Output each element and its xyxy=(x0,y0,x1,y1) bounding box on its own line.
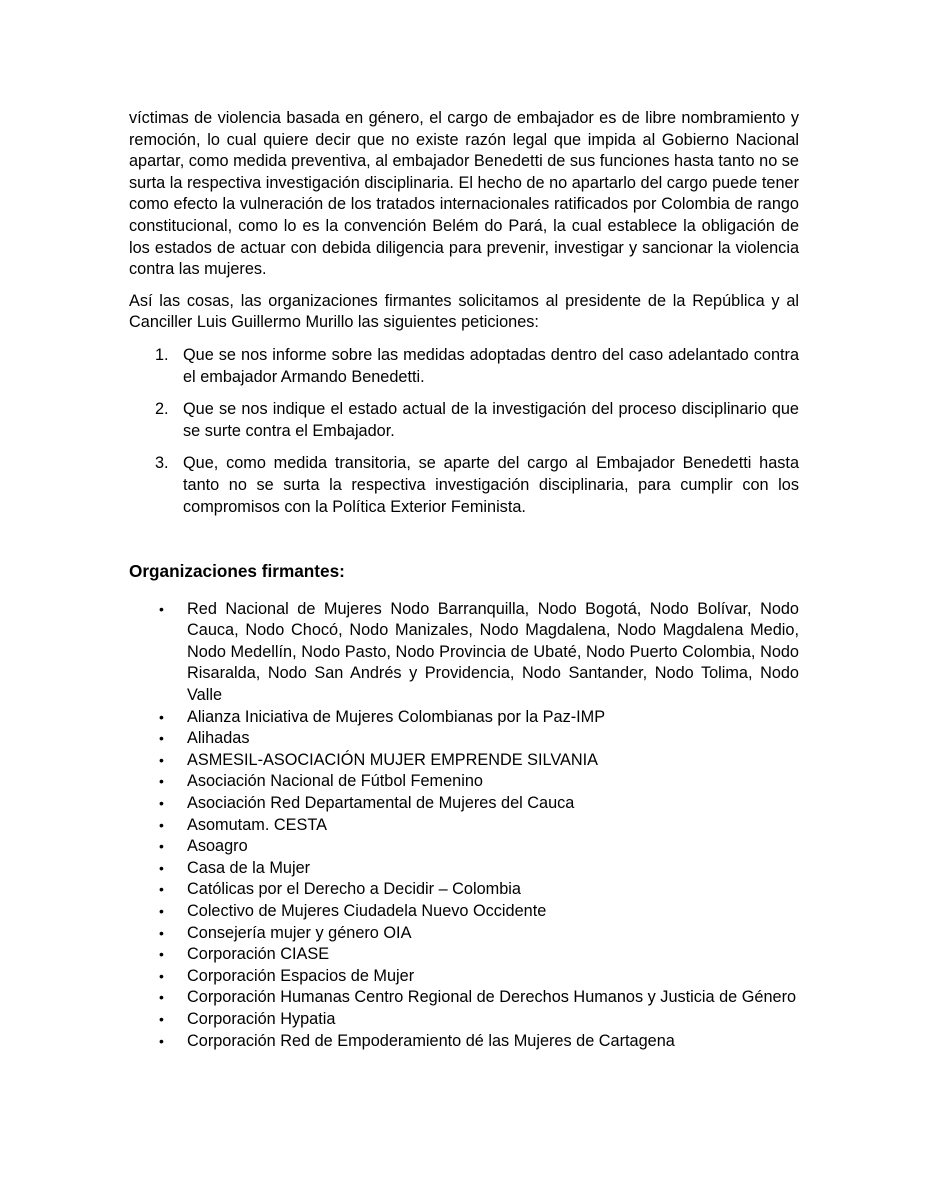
organization-name: Colectivo de Mujeres Ciudadela Nuevo Occidente xyxy=(187,902,547,920)
organization-item xyxy=(129,771,799,793)
bullet-icon: • xyxy=(159,1010,164,1027)
petition-text: Que se nos informe sobre las medidas adoptadas dentro del caso adelantado contra el embajador Armando Benedetti. xyxy=(183,345,799,386)
organization-name: Corporación CIASE xyxy=(187,945,330,964)
petition-number: 2. xyxy=(155,400,169,419)
bullet-icon: • xyxy=(159,773,164,790)
organization-name: Corporación Hypatia xyxy=(187,1009,336,1028)
bullet-icon: • xyxy=(159,967,164,984)
bullet-icon: • xyxy=(159,708,164,725)
organization-name: ASMESIL-ASOCIACIÓN MUJER EMPRENDE SILVANIA xyxy=(187,750,599,769)
bullet-icon: • xyxy=(159,924,164,941)
bullet-icon: • xyxy=(159,730,164,747)
bullet-icon: • xyxy=(159,881,164,898)
bullet-icon: • xyxy=(159,989,164,1006)
bullet-icon: • xyxy=(159,1032,164,1049)
organization-item xyxy=(129,879,799,901)
organization-name: Alianza Iniciativa de Mujeres Colombianas por la Paz-IMP xyxy=(187,707,606,726)
body-paragraph: Así las cosas, las organizaciones firmantes solicitamos al presidente de la República y al Canciller Luis Guillermo Murillo las siguientes peticiones: xyxy=(129,291,799,332)
bullet-icon: • xyxy=(159,600,164,617)
organization-name: Consejería mujer y género OIA xyxy=(187,923,412,942)
petition-item xyxy=(129,399,799,442)
bullet-icon: • xyxy=(159,903,164,919)
organization-name: Asomutam. CESTA xyxy=(187,815,327,834)
organization-item xyxy=(129,923,799,945)
bullet-icon: • xyxy=(159,859,164,876)
organization-name: Alihadas xyxy=(187,729,250,748)
bullet-icon: • xyxy=(159,946,164,963)
organization-item xyxy=(129,750,799,772)
organization-name: Corporación Humanas Centro Regional de Derechos Humanos y Justicia de Género xyxy=(187,988,797,1007)
petition-item xyxy=(129,453,799,518)
petition-number: 3. xyxy=(155,454,169,473)
organization-item xyxy=(129,1009,799,1031)
organizations-list xyxy=(129,599,799,1052)
petition-number: 1. xyxy=(155,345,169,364)
organization-item xyxy=(129,728,799,750)
bullet-icon: • xyxy=(159,838,164,855)
organization-item xyxy=(129,966,799,988)
organization-item xyxy=(129,858,799,880)
organization-name: Casa de la Mujer xyxy=(187,858,311,877)
organization-item xyxy=(129,707,799,729)
organization-name: Asociación Red Departamental de Mujeres del Cauca xyxy=(187,794,575,813)
organization-name: Asoagro xyxy=(187,837,248,856)
organization-item xyxy=(129,901,799,923)
organization-item xyxy=(129,793,799,815)
organization-item xyxy=(129,836,799,858)
petition-item xyxy=(129,345,799,388)
petitions-list xyxy=(129,345,799,518)
document-page xyxy=(129,108,799,1052)
organization-item xyxy=(129,815,799,837)
organization-item xyxy=(129,944,799,966)
organization-name: Corporación Espacios de Mujer xyxy=(187,966,415,985)
organization-name: Asociación Nacional de Fútbol Femenino xyxy=(187,772,483,791)
organization-name: Católicas por el Derecho a Decidir – Colombia xyxy=(187,880,521,899)
bullet-icon: • xyxy=(159,795,164,812)
organization-item xyxy=(129,599,799,707)
organization-item xyxy=(129,1031,799,1053)
petition-text: Que, como medida transitoria, se aparte del cargo al Embajador Benedetti hasta tanto no se surta la respectiva investigación disciplinaria, para cumplir con los compromisos con la Política Exterior Feminista. xyxy=(183,454,799,516)
body-paragraph: víctimas de violencia basada en género, el cargo de embajador es de libre nombramiento y remoción, lo cual quiere decir que no existe razón legal que impida al Gobierno Nacional apartar, como medida preventiva, al embajador Benedetti de sus funciones hasta tanto no se surta la respectiva investigación disciplinaria. El hecho de no apartarlo del cargo puede tener como efecto la vulneración de los tratados internacionales ratificados por Colombia de rango constitucional, como lo es la convención Belém do Pará, la cual establece la obligación de los estados de actuar con debida diligencia para prevenir, investigar y sancionar la violencia contra las mujeres. xyxy=(129,109,799,279)
bullet-icon: • xyxy=(159,816,164,833)
signatories-heading: Organizaciones firmantes: xyxy=(129,561,345,582)
organization-item xyxy=(129,987,799,1009)
organization-name: Red Nacional de Mujeres Nodo Barranquilla, Nodo Bogotá, Nodo Bolívar, Nodo Cauca, Nodo Chocó, Nodo Manizales, Nodo Magdalena, Nodo Magdalena Medio, Nodo Medellín, Nodo Pasto, Nodo Provincia de Ubaté, Nodo Puerto Colombia, Nodo Risaralda, Nodo San Andrés y Providencia, Nodo Santander, Nodo Tolima, Nodo Valle xyxy=(187,599,799,705)
organization-name: Corporación Red de Empoderamiento dé las Mujeres de Cartagena xyxy=(187,1031,675,1050)
bullet-icon: • xyxy=(159,751,164,768)
petition-text: Que se nos indique el estado actual de la investigación del proceso disciplinario que se surte contra el Embajador. xyxy=(183,400,799,440)
